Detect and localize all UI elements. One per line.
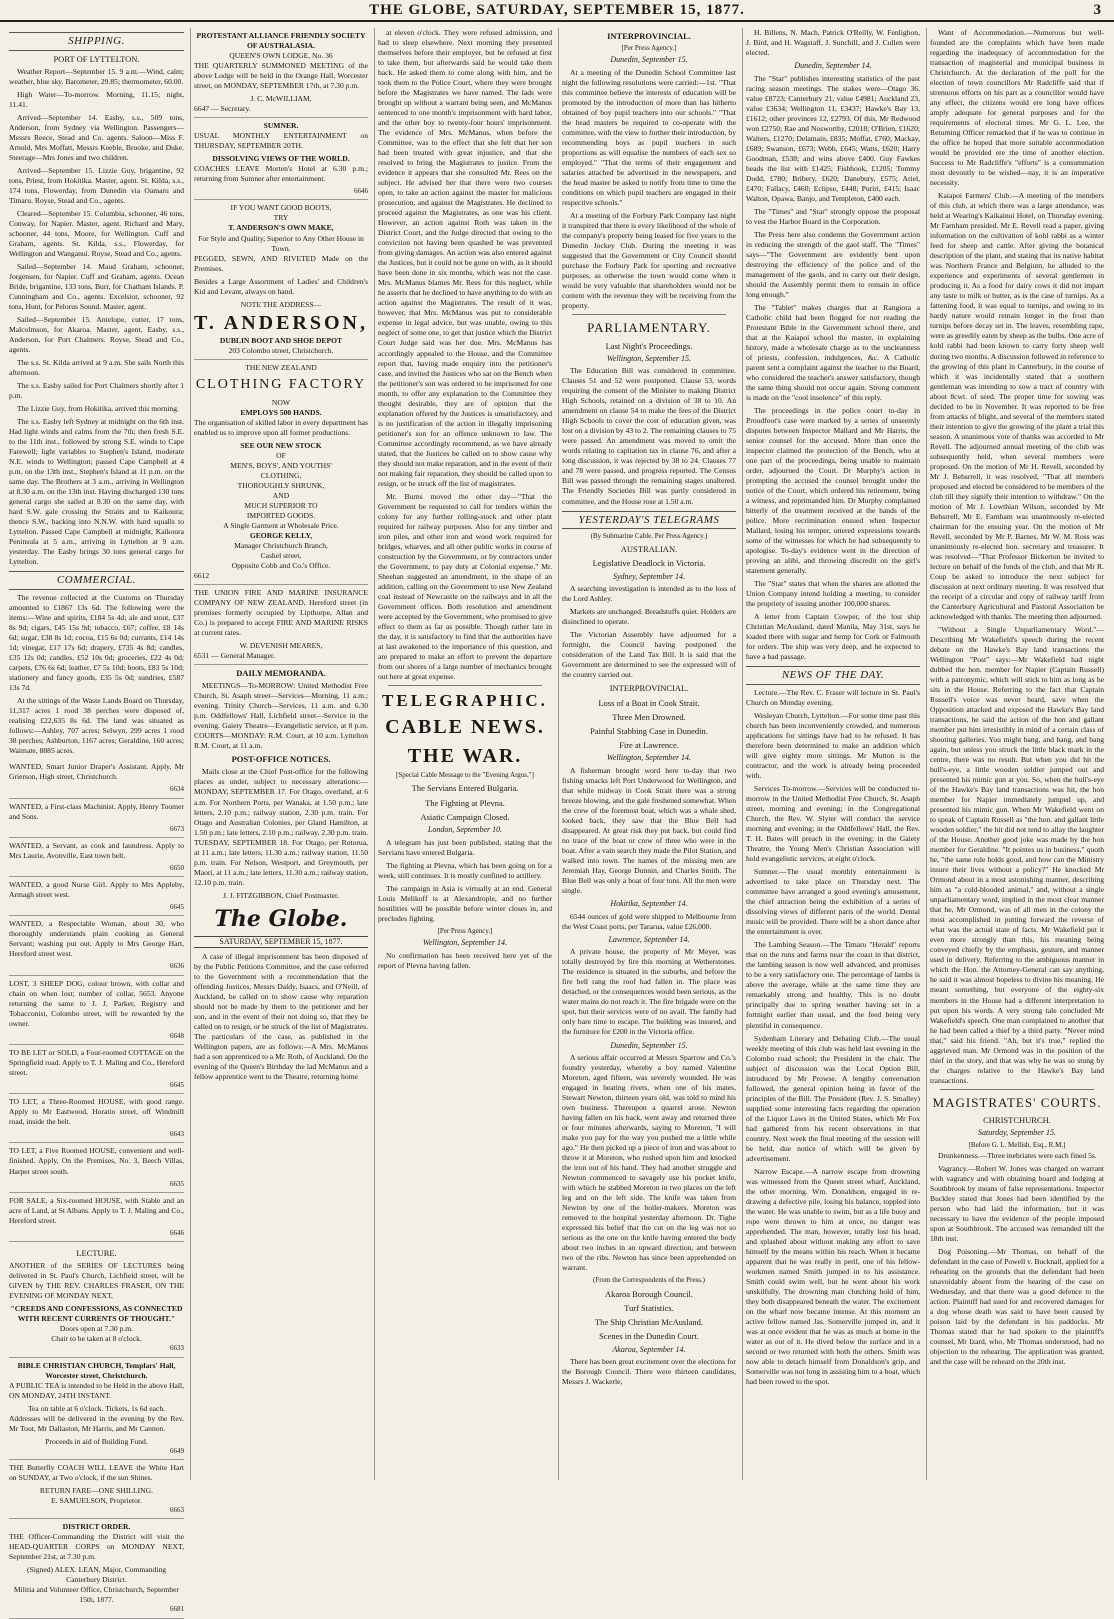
classified-ad (9, 976, 184, 1045)
bible-addresses: Addresses will be delivered in the evening by the Rev. Mr Tout, Mr Dallaston, Mr Harris, and Mr Cannon. (9, 1413, 184, 1433)
easby-report: The s.s. Easby left Sydney at midnight on the 6th inst. Had light winds and calms from the 7th; then fresh S.E. to the 11th inst., followed by strong S.E. winds to Cape Farewell; light variables to Stephen's Island, moderate N.E. winds to Wellington; passed Cape Campbell at 4 p.m. on the 13th inst., Stephen's Island at 11 p.m. on the same day. The Brothers at 3 a.m., arriving in Wellington at 8.30 a.m. on the 13th inst. Having discharged 130 tons general cargo she sailed at 8.30 on the same day, with hard S.W. gale crossing the Straits and to Kaikoura; thence S.W., backing into N.N.W. with hard squalls to Lyttelton. Passed Cape Campbell at midnight, Kaikoura Peninsula at 5 a.m., arriving in Lyttelton at 9 a.m. yesterday. The Easby brings 30 tons general cargo for Lyttelton. (9, 417, 184, 567)
clothing-employs: EMPLOYS 500 HANDS. (240, 407, 322, 417)
coach-ad (9, 1460, 184, 1519)
ad-number: 6612 (194, 570, 210, 580)
ad-number: 6648 (170, 1031, 184, 1040)
ad-text: WANTED, a First-class Machinist. Apply, Henry Toomer and Sons. (9, 801, 184, 821)
turf-heading: Turf Statistics. (624, 1302, 674, 1313)
news-sydenham: Sydenham Literary and Debating Club.—The usual weekly meeting of this club was held last evening in the Colombo road school; the President in the chair. The subject of discussion was the Local Option Bill, introduced by Mr Prowse. A lengthy conversation followed, the general opinion being in favor of the principles of the Bill. The President (Rev. J. S. Smalley) supplied some interesting facts regarding the operation of the Liquor Laws in the United States, which Mr Fox had gathered from his recent observations in that country. Next week the final meeting of the session will be held, due notice of which will be given by advertisement. (746, 1033, 920, 1163)
column-6 (926, 28, 1107, 1480)
column-3 (374, 28, 555, 1480)
clothing-manager: Manager Christchurch Branch, (234, 540, 328, 550)
lecture-title: "CREEDS AND CONFESSIONS, AS CONNECTED WITH RECENT CURRENTS OF THOUGHT." (10, 1304, 183, 1324)
accommodation-item: Want of Accommodation.—Numerous but well-founded are the complaints which have been made regarding the inadequacy of accommodation for the transaction of magisterial and municipal business in Christchurch. At the declaration of the poll for the election of town councillors Mr Radcliffe said that if strenuous efforts on his part as a councillor would have any effect, the citizens would ere long have offices amply adequate for general purposes and for the requirements of electoral times. Mr G. L. Lee, the Returning Officer remarked that if he was to continue in the office he hoped that more suitable accommodation would be provided ere the time of another election. Success to Mr Radcliffe's "efforts" is a consummation most devoutly to be wished—nay, it is an imperative necessity. (930, 28, 1104, 188)
cable-news-heading: CABLE NEWS. (385, 716, 545, 739)
lecture-chair: Chair to be taken at 8 o'clock. (51, 1334, 142, 1344)
boots-style: For Style and Quality, Superior to Any Other House in Town. (198, 233, 364, 253)
akaroa-continued: H. Billens, N. Mach, Patrick O'Reilly, W. Fenlighon, J. Bird, and H. Wagstaff, J. Sunchill, and J. Cullen were elected. (746, 28, 920, 58)
magistrates-heading: MAGISTRATES' COURTS. (932, 1094, 1102, 1110)
gaol-staff-item: The Press here also condemn the Government action in reducing the strength of the gaol staff. The "Times" says—"The Government are evidently bent upon destroying the efficiency of the police and of the management of the gaols, and to carry out their design, should the Assembly permit them to remain in office long enough." (746, 229, 920, 299)
ad-number: 6649 (170, 1446, 184, 1455)
district-body: THE Officer-Commanding the District will visit the HEAD-QUARTER CORPS on MONDAY NEXT, September 21st, at 7.30 p.m. (9, 1532, 184, 1562)
clothing-heading: THE NEW ZEALAND (245, 363, 317, 373)
boots-assortment: Besides a Large Assortment of Ladies' and Children's Kid and Levant, always on hand. (194, 276, 368, 296)
hokitika-dateline: Hokitika, September 14. (610, 899, 688, 909)
ad-number: 6650 (170, 863, 184, 872)
clothing-organisation: The organisation of skilled labor in every department has enabled us to improve upon all former productions. (194, 417, 368, 437)
columns (6, 28, 1108, 1614)
clothing-cashel: Cashel street, (260, 550, 302, 560)
ad-number: 6531 (194, 650, 210, 660)
sydney-item-2: Markets are unchanged. Breadstuffs quiet. Holders are disinclined to operate. (562, 607, 736, 627)
classified-ad (9, 838, 184, 877)
clothing-shrunk: THOROUGHLY SHRUNK, (237, 480, 325, 490)
ad-number: 6643 (170, 1130, 184, 1139)
fire-article: A private house, the property of Mr Meyer, was totally destroyed by fire this morning at Wetherstones. The residence is situated in the suburbs, and before the fire bell rang the roof had fallen in. The place was detached, or the consequences would been serious, as the water mains do not reach it. The fire brigade were on the spot, but their services were of no avail. The family had only bare time to escape. The building was insured, and the furniture for £200 in the Victoria office. (562, 947, 736, 1037)
port-heading: PORT OF LYTTELTON. (53, 53, 140, 64)
news-wesleyan: Wesleyan Church, Lyttelton.—For some time past this church has been inconveniently crowded, and numerous applications for sittings have had to be refused. It has therefore been determined to make an addition which will give eighty more sittings. Mr Mutton is the contractor, and the work is already being proceeded with. (746, 711, 920, 781)
tele-plevna-confirm: No confirmation has been received here yet of the report of Plevna having fallen. (378, 950, 552, 970)
lecture-heading: LECTURE. (76, 1248, 117, 1259)
ad-text: LOST, 3 SHEEP DOG, colour brown, with collar and chain on when lost; number of collar, 5653. Anyone returning the same to J. J. Parker, Registry and Tobacconist, Colombo street, will be rewarded by the owner. (9, 978, 184, 1028)
lecture-body: ANOTHER of the SERIES OF LECTURES being delivered in St. Paul's Church, Lichfield street, will be GIVEN by THE REV. CHARLES FRASER, ON THE EVENING OF MONDAY NEXT, (9, 1261, 184, 1301)
classified-ad (9, 916, 184, 975)
correspondents-note: (From the Correspondents of the Press.) (593, 1276, 705, 1285)
plevna-heading: The Fighting at Plevna. (425, 797, 505, 808)
dissolving-views: DISSOLVING VIEWS OF THE WORLD. (212, 154, 350, 164)
clothing-clothing: CLOTHING, (260, 470, 302, 480)
shipping-heading: SHIPPING. (9, 32, 184, 51)
boots-try: TRY (273, 213, 289, 223)
asiatic-heading: Asiatic Campaign Closed. (420, 811, 510, 822)
sydney-item-1: A searching investigation is intended as to the loss of the Lord Ashley. (562, 584, 736, 604)
bible-body: A PUBLIC TEA is intended to be Held in the above Hall, ON MONDAY, 24TH INSTANT. (9, 1380, 184, 1400)
anderson-boots-ad (194, 200, 368, 360)
protestant-heading: PROTESTANT ALLIANCE FRIENDLY SOCIETY OF AUSTRALASIA. (196, 31, 366, 51)
tablet-item: The "Tablet" makes charges that at Rangiora a Catholic child had been flogged for not reading the Protestant Bible in the Government school there, and that at the Kaiapoi school the master, in explaining history, made a wholesale charge as to the uncleanness of priests, confession, indulgences, &c. A Catholic parent sent a complaint against the teacher to the Board, who considered the teacher's answer satisfactory, though the same thing should not occur again. Strong comment is made on the "cool insolence" of this reply. (746, 302, 920, 403)
arrived-1: Arrived—September 14. Easby, s.s., 509 tons, Anderson, from Sydney via Wellington. Passengers—Messrs Reece, Stead and Co. agents. Saloon—Miss F. Arnold, Mrs Moffatt, Messrs Keeble, Brooke, and Duke. Steerage—Mrs Jones and two children. (9, 112, 184, 162)
sydney-dateline: Sydney, September 14. (613, 571, 685, 581)
akaroa-council-heading: Akaroa Borough Council. (604, 1288, 694, 1299)
ad-text: WANTED, a Respectable Woman, about 30, who thoroughly understands plain cooking as General Servant; washing put out. Apply to Mrs George Hart, Hereford street west. (9, 919, 184, 959)
sailed-2: Sailed—September 15. Antelope, cutter, 17 tons, Malcolmson, for Akaroa. Master, agent. Easby, s.s., Anderson, for Port Chalmers. Royse, Stead and Co., agents. (9, 315, 184, 355)
ad-text: TO LET, a Three-Roomed HOUSE, with good range. Apply to Mr Eastwood, Horatio street, off Windmill road, inside the belt. (9, 1097, 184, 1127)
divider (940, 1089, 1094, 1090)
christchurch-heading: CHRISTCHURCH. (983, 1114, 1051, 1125)
clothing-see: SEE OUR NEW STOCK (240, 440, 322, 450)
memoranda-body: MEETINGS—To-MORROW: United Methodist Free Church, St. Asaph street—Services—Morning, 11 a.m.; evening. Trinity Church—Services, 11 a.m. and 6.30 p.m. Oddfellows' Hall, Lichfield street—Service in the evening. Gaiety Theatre—Evangelistic service, at 8 p.m. COURTS—MONDAY: R.M. Court, at 10 a.m. Lyttelton R.M. Court, at 11 a.m. (194, 681, 368, 751)
lodge-footer: 6647 — Secretary. (194, 104, 251, 114)
mcausland-letter-item: A letter from Captain Cowper, of the lost ship Christian McAusland, dated Manila, May 31st, says he loaded there with sugar and hemp for Cork or Falmouth for orders. The ship was very deep, and he expected to have a bad passage. (746, 612, 920, 662)
school-committee-article: At a meeting of the Dunedin School Committee last night the following resolutions were carried:—1st. "That this committee believe the interests of education will be promoted by the introduction of more than has hitherto obtained of boy pupil teachers into our schools." "That the head masters be required to co-operate with the committee, with the view to further their introduction, by recommending boys as pupil teachers in such proportions as will equalise the numbers of each sex so employed." "That the terms of their engagement and salaries attached be advertised in the newspapers, and the head master be asked to notify from time to time the conditions on which pupil teachers are engaged in their respective schools." (562, 68, 736, 208)
news-lambing: The Lambing Season.—The Timaru "Herald" reports that on the runs and farms near the coast in that district, the lambing season is now well advanced, and promises to be a very satisfactory one. The percentage of lambs is above the average, while at the same time they are remarkably strong and healthy. This is no doubt principally due to spring weather having set in a fortnight earlier than usual, and the feed being very plentiful in consequence. (746, 940, 920, 1030)
boat-loss-article: A fisherman brought word here to-day that two fishing smacks left Port Underwood for Wellington, and that while midway in Cook Strait there was a strong breeze blowing, and the gale freshened somewhat. When the crew of the foremost boat, which was a whale shed, looked back, they saw that the Blue Bell had disappeared. At great risk they put back, but could find no trace of the boat or crew of three who were in the boat. After a vain search they made the Pilot Station, and walked into town. The names of the missing men are Jeremiah Hay, George Dunnin, and Charles Smith. The Blue Bell was only a boat of four tons. All the men were single. (562, 766, 736, 896)
stabbing-heading: Painful Stabbing Case in Dunedin. (590, 726, 708, 737)
parliamentary-dateline: Wellington, September 15. (606, 353, 692, 363)
lawrence-dateline: Lawrence, September 14. (608, 934, 690, 944)
clothing-much: MUCH SUPERIOR TO (244, 500, 318, 510)
lodge-signed: J. C. McWILLIAM, (250, 94, 312, 104)
yesterdays-telegrams-heading: YESTERDAY'S TELEGRAMS (562, 511, 736, 530)
union-signed: W. DEVENISH MEARES, (239, 640, 323, 650)
post-office-signed: J. J. FITZGIBBON, Chief Postmaster. (222, 890, 340, 900)
column-4 (558, 28, 739, 1480)
commercial-customs: The revenue collected at the Customs on Thursday amounted to £1867 13s 6d. The following were the items:—Wine and spirits, £184 5s 4d; ale and stout, £37 8s 9d; cigars, £45 15s 9d; tobacco, £67; coffee, £8 14s 6d; sugar, £38 8s 1d; cocoa, £15 6s 0d; currants, £14 14s 1d; vinegar, £17 17s 6d; drapery, £735 4s 8d; candles, £35 12s 0d; candles, £52 10s 0d; groceries, £22 4s 0d; carpets, £76 6s 6d; leather, £7 5s 10d; boots, £83 5s 10d; stationery and fancy goods, £35 5s 0d; sundries, £587 13s 7d. (9, 592, 184, 693)
boots-pegged: PEGGED, SEWN, AND RIVETED Made on the Premises. (194, 253, 368, 273)
boots-address: 203 Colombo street, Christchurch. (228, 346, 334, 356)
gold-shipment-article: 6544 ounces of gold were shipped to Melbourne from the West Coast ports, per Tararua, value £26,000. (562, 911, 736, 931)
press-agency-note: [Per Press Agency.] (437, 926, 493, 935)
district-order-ad (9, 1519, 184, 1618)
proudfoot-case-item: The proceedings in the police court to-day in Proudfoot's case were marked by a series of unseemly disputes between Inspector Mallard and Mr Harris, the senior counsel for the accused. More than once the inspector claimed the protection of the Bench, who at one part of the proceedings, being unable to maintain order, adjourned the Court. Dr Murphy's action in prompting the accused the counsel brought under the notice of the Court, which ordered his retirement, being a witness, and reprimanded him. Dr Murphy complained bitterly of the treatment received at the hands of the police. More recrimination ensued when Inspector Mallard, losing his temper, uttered expressions towards some of the witnesses for which he had subsequently to apologise. To-day's evidence went in the direction of proving an alibi, and throwing discredit on the girl's statement generally. (746, 406, 920, 576)
coaches-leave: COACHES LEAVE Morten's Hotel at 6.30 p.m.; returning from Sumner after entertainment. (194, 164, 368, 184)
ad-number: 6646 (170, 1228, 184, 1237)
clothing-single: A Single Garment at Wholesale Price. (223, 520, 339, 530)
district-office: Militia and Volunteer Office, Christchurch, September 15th, 1877. (13, 1585, 180, 1605)
column-2 (190, 28, 371, 1480)
clothing-opposite: Opposite Cobb and Co.'s Office. (231, 560, 331, 570)
clothing-mens: MEN'S, BOYS', AND YOUTHS' (230, 460, 332, 470)
sydney-item-3: The Victorian Assembly have adjourned for a fortnight, the Council having postponed the consideration of the Land Tax Bill. It is said that the Government are determined to see the expressed will of the country carried out. (562, 630, 736, 680)
clothing-and: AND (272, 490, 290, 500)
court-dog-poisoning: Dog Poisoning.—Mr Thomas, on behalf of the defendant in the case of Powell v. Bucknall, applied for a rehearing on the grounds that the defendant had been unavoidably absent from the hearing of the case on Wednesday, and that there was a good defence to the action. Plaintiff had sued for and recovered damages for a dog whose death was said to have been caused by poison laid by the defendant in his paddocks. Mr Thomas stated that he had spoken to the plaintiff's counsel, Mr Izard, who, Mr Thomas understood, had no objection to the rehearing. The application was granted, and the case will be reheard on the 20th inst. (930, 1246, 1104, 1367)
coach-body: THE Butterfly COACH WILL LEAVE the White Hart on SUNDAY, at Two o'clock, if the sun Shines. (9, 1462, 184, 1482)
interprovincial-heading: INTERPROVINCIAL. (607, 31, 691, 41)
ad-number: 6681 (170, 1605, 184, 1614)
union-role: General Manager. (220, 650, 275, 660)
clothing-of: OF (276, 450, 286, 460)
parliamentary-body: The Education Bill was considered in committee. Clauses 51 and 52 were postponed. Clause 53, words requiring the consent of the Minister to making District High Schools, retained on a division of 38 to 10. An amendment on clause 54 to make the fees of the District High Schools to cover the cost of education given, was lost on a division by 43 to 2. The remaining clauses to 75 were passed. An amendment was moved to omit the words relating to capitation tax in clause 76, and after a long discussion, it was rejected by 38 to 24. Clauses 77 and 78 were passed, and progress reported. The Census Bill was passed through the remaining stages unaltered. The Friendly Societies Bill was partly considered in committee, and the House rose at 1.50 a.m. (562, 366, 736, 506)
special-cable-note: [Special Cable Message to the "Evening Argus."] (396, 771, 534, 780)
leader-continued: at eleven o'clock. They were refused admission, and had to sleep elsewhere. Next morning they presented themselves before their employer, but he refused at first to take them, but afterwards said he would take them back. He asked them to come along with him, and he took them to the Police Court, where they were brought before the Magistrates we have named. The lads were brought up without a warrant being seen, and McManus sentenced to one month's imprisonment with hard labor, and the other boy to twenty-four hours' imprisonment. The evidence of Mrs. McManus, when before the Committee, was to the effect that she felt that her son had been treated with great injustice, and that she resolved to bring the Magistrates to justice. From the evidence it appears that she consulted Mr. Rees on the subject. He advised her that there were two courses open, to take an action against the master for malicious prosecution, and against the Magistrates. He declined to proceed against the Magistrates, as one was his client. However, an action against Roth was taken in the District Court, and the Judge directed that owing to the conviction not having been quashed he was prevented from giving damages. An action was also entered against the Justices, but it could not be gone on with, as it should have been done in six months, which was not the case. Mrs. McManus blames Mr. Rees for this neglect, while he asserts that he declined to have anything to do with an action against the Magistrates. The result of it was, however, that Mrs. McManus was put to considerable expense in legal advice, but was unable, owing to this neglect of some one, to get that justice which the District Court Judge said was her due. Mrs. McManus has accordingly appealed to the House, and the Committee report that, having made enquiry into the petitioner's case, and invited the Justices who sat on the Bench when the petitioner's son was ordered to be imprisoned for one month, to offer any explanation to the Committee they thought desirable, they are of opinion that the explanation offered by the Justices is unsatisfactory, and is no justification of the action in illegally imprisoning petitioner's son for an offence unknown to law. The Committee accordingly recommend, as we have already stated, that the Justices be called on to show cause why they should not make reparation, and in the event of their not making fair reparation, they should be called upon to resign, or be struck off the list of magistrates. (378, 28, 552, 488)
divider (388, 685, 542, 686)
drowned-heading: Three Men Drowned. (612, 711, 686, 722)
column-5 (742, 28, 923, 1480)
boots-heading: IF YOU WANT GOOD BOOTS, (230, 203, 332, 213)
dunedin-dateline: Dunedin, September 14. (794, 61, 872, 71)
court-drunkenness: Drunkenness.—Three inebriates were each fined 5s. (938, 1150, 1097, 1160)
coach-fare: RETURN FARE—ONE SHILLING. (39, 1486, 154, 1495)
parliamentary-heading: PARLIAMENTARY. (587, 320, 711, 336)
mcausland-heading: The Ship Christian McAusland. (594, 1317, 704, 1328)
fire-heading: Fire at Lawrence. (619, 740, 679, 751)
tele-asia: The campaign in Asia is virtually at an end. General Louis Melikoff is at Alexandrople, and no further hostilities will be possible before winter closes in, and precludes fighting. (378, 883, 552, 923)
classified-ad (9, 1045, 184, 1094)
ad-number: 6673 (170, 824, 184, 833)
tele-servians: A telegram has just been published, stating that the Servians have entered Bulgaria. (378, 837, 552, 857)
protestant-alliance-ad (194, 28, 368, 118)
press-agency-note: [Per Press Agency.] (621, 44, 677, 53)
christchurch-dateline: Saturday, September 15. (978, 1128, 1056, 1138)
masthead-title: THE GLOBE, SATURDAY, SEPTEMBER 15, 1877. (369, 2, 745, 18)
interprovincial-2-heading: INTERPROVINCIAL. (609, 683, 689, 694)
wellington-dateline: Wellington, September 14. (606, 753, 692, 763)
dunedin-dateline: Dunedin, September 15. (610, 55, 688, 65)
christchurch-before: [Before G. L. Mellish, Esq., R.M.] (968, 1140, 1066, 1149)
sumner-body: USUAL MONTHLY ENTERTAINMENT on THURSDAY, SEPTEMBER 20TH. (194, 131, 368, 151)
ad-text: TO LET, a Five Roomed HOUSE, convenient and well-finished. Apply, On the Premises, No. 3, Beech Villas, Harper street south. (9, 1146, 184, 1176)
commercial-heading: COMMERCIAL. (9, 571, 184, 590)
clothing-factory-title: CLOTHING FACTORY (195, 377, 367, 393)
ad-text: WANTED, a good Nurse Girl. Apply to Mrs Appleby, Armagh street west. (9, 880, 184, 900)
weather-report: Weather Report—September 15. 9 a.m.—Wind, calm; weather, blue sky. Barometer, 29.85; thermometer, 60.00. (9, 66, 184, 86)
clothing-kelly: GEORGE KELLY, (249, 530, 313, 540)
district-heading: DISTRICT ORDER. (62, 1522, 131, 1532)
australian-heading: AUSTRALIAN. (620, 544, 678, 555)
ad-number: 6633 (170, 1344, 184, 1353)
post-office-heading: POST-OFFICE NOTICES. (231, 754, 331, 765)
akaroa-article: There has been great excitement over the elections for the Borough Council. There were thirteen candidates, Messrs J. Wackerle, (562, 1357, 736, 1387)
ad-number: 6647 (194, 104, 210, 114)
memoranda-heading: DAILY MEMORANDA. (236, 667, 326, 678)
commercial-waste-lands: At the sittings of the Waste Lands Board on Thursday, 11,317 acres 1 rood 38 perches were disposed of, realising £22,635 8s 6d. The land was situated as follows:—Ashley, 707 acres; Selwyn, 299 acres 1 rood 38 perches; Ashburton, 1167 acres; Geraldine, 160 acres; Waimate, 8885 acres. (9, 696, 184, 756)
unparliamentary-item: "Without a Single Unparliamentary Word."—Describing Mr Wakefield's speech during the recent debate on the Hawke's Bay land transactions the Wellington "Post" says:—Mr Wakefield had night dubbed the hon. member for Napier (Captain Russell) with a patronymic, which will stick to him as long as he sits in the House. Referring to the fact that Captain Russell's voice was never heard, save when the Opposition attacked and exposed the Hawke's Bay land transactions, he said the action of the hon and gallant member put him irresistibly in mind of a certain class of shooting galleries. You might bang, and bang, and bang again, but unless you struck the little black mark in the centre, there was no result. But when you did hit the bull's-eye, a little wooden soldier jumped out and presented his mimic gun at you. So, when the bull's-eye of the Hawke's Bay land transactions was hit, the hon member for Napier immediately jumped up, and presented his mimic gun. When Mr Wakefield went on to speak of Captain Russell as "the hon. and gallant little wooden soldier," the hit did not tend to allay the laughter of the House. Another good joke was made by the hon member for Geraldine. "It pointes us in business," quoth he, "the same rule holds good, and how can the Ministry insure their lives without a policy?" He knocked Mr Ormond about in a most astonishing manner, describing him as "a cold-blooded animal," and, without a single unparliamentary word, implied in the most clear manner that he, Mr Ormond, was of all men in the colony the most accomplished in putting forward the reverse of what was the actual state of facts. Mr Wakefield put it even more strongly than this, his meaning being conveyed chiefly by the emphasis, gesture, and manner used in delivery. Referring to the ambiguous manner in which the Hon. the Attorney-General can say anything, he said it was almost hopeless to divine his meaning. He meant something, but everyone of the eighty-six members in the House had a different interpretation to put upon his words. A very strong tale concluded Mr Wakefield's speech. One man complained to another that he had been called a thief by a third party. "Never mind that," said his friend. "Ah, but it's true," replied the aggrieved man. Mr Ormond was in the position of the thief in the story, and that was why he was so stung by the charges relative to the Hawke's Bay land transactions. (930, 624, 1104, 1085)
dunedin-court-heading: Scenes in the Dunedin Court. (599, 1331, 699, 1342)
classified-ad (9, 1143, 184, 1192)
cleared: Cleared—September 15. Columbia, schooner, 46 tons, Conway, for Napier. Master, agent. Richard and Mary, schooner, 44 tons, Moore, for Wellington. Cuff and Graham, agents. St. Kilda, s.s., Flowerday, for Wellington and Wanganui. Royse, Stead and Co., agents. (9, 208, 184, 258)
post-office-body: Mails close at the Chief Post-office for the following places as under, subject to necessary alterations:—MONDAY, SEPTEMBER 17. For Otago, overland, at 6 a.m. For Northern Ports, per Wanaka, at 1.50 p.m.; late letters, 2.10 p.m.; railway station, 2.30 p.m. train. For Otago and Australian Colonies, per Gland Hamilton, at 1.50 p.m.; late letters, 2.10 p.m.; railway, 2.30 p.m. train. TUESDAY, SEPTEMBER 18. For Otago, per Rotorua, at 11 a.m.; late letters, 11.30 a.m.; railway station, 11.50 p.m. train. For Nelson, Westport, and Greymouth, per Maori, at 11 a.m.; late letters, 11.30 a.m.; railway station, 12.10 p.m. train. (194, 767, 368, 887)
lodge-body: THE QUARTERLY SUMMONED MEETING of the above Lodge will be held in the Orange Hall, Worcester street, on MONDAY, SEPTEMBER 17th, at 7.30 p.m. (194, 61, 368, 91)
ad-text: WANTED, Smart Junior Draper's Assistant. Apply, Mr Grierson, High street, Christchurch. (9, 762, 184, 782)
news-services: Services To-morrow.—Services will be conducted to-morrow in the United Methodist Free Church, St. Asaph street, morning and evening; in the Congregational Church, the Rev. W. Slyter will conduct the service morning and evening; in the Oddfellows' Hall, the Rev. T. H. Bates will preach in the evening; in the Gaiety Theatre, the Young Men's Christian Association will hold evangelistic services, at eight o'clock. (746, 784, 920, 864)
masthead (0, 0, 1114, 22)
news-lecture: Lecture.—The Rev. C. Fraser will lecture in St. Paul's Church on Monday evening. (746, 688, 920, 708)
arrived-2: Arrived—September 15. Lizzie Guy, brigantine, 92 tons, Priest, from Hokitika. Master, agent. St. Kilda, s.s., 174 tons, Flowerday, from Dunedin via Oamaru and Timaru. Royse, Stead and Co., agents. (9, 165, 184, 205)
london-dateline: London, September 10. (427, 825, 503, 835)
classified-ad (9, 759, 184, 798)
classified-ad (9, 1094, 184, 1143)
page-number: 3 (1093, 2, 1102, 18)
news-of-the-day-heading: NEWS OF THE DAY. (746, 666, 920, 685)
boots-note: NOTE THE ADDRESS— (240, 299, 322, 309)
union-body: THE UNION FIRE AND MARINE INSURANCE COMPANY OF NEW ZEALAND, Hereford street (in premises formerly occupied by Lipthorpe, Allan and Co.) is prepared to accept FIRE AND MARINE RISKS at current rates. (194, 587, 368, 637)
clothing-imported: IMPORTED GOODS. (246, 510, 316, 520)
coach-proprietor: E. SAMUELSON, Proprietor. (51, 1496, 142, 1506)
racing-statistics: The "Star" publishes interesting statistics of the past racing season meetings. The stakes were—Otago 36, value £8723; Canterbury 21, value £4981; Auckland 23, value £3634; Wellington 11, £3437; Hawke's Bay 13, £1612; other provinces 12, £2793. Of this, Mr Redwood won £2750; Rae and Nosworthy, £2018; O'Brien, £1620; Walters, £1270; Delamain, £835; Moffat, £760; Mackay, £689; Swanson, £673; Webb, £645; Watts, £620; Harry Goodman, £538; and wins above £400. Guy Fawkes heads the list with £1425; Fishhook, £1205; Tommy Dodd, £780; Bribery, £620; Danebury, £575; Ariel, £470; Fallacy, £460; Eclipse, £448; Puriri, £415; Isaac Walton, Opawa, Banjo, and Templeton, £400 each. (746, 73, 920, 203)
sumner-ad (194, 118, 368, 200)
easby-sails-note: The s.s. Easby sailed for Port Chalmers shortly after 1 p.m. (9, 381, 184, 401)
parliamentary-subheading: Last Night's Proceedings. (605, 340, 693, 351)
bible-church-ad (9, 1358, 184, 1460)
kaiapoi-club-item: Kaiapoi Farmers' Club.—A meeting of the members of this club, at which there was a large attendance, was held at Wearing's Kaikainui Hotel, on Thursday evening. Mr Farnham presided. Mr E. Revell read a paper, giving information on the cultivation of kohl rabbi as a winter feed for sheep and cattle. After giving the botanical description of the plant, and stating that its native habitat was Northern France and Belgium, he alluded to the experience and experiments of several gentlemen in producing it. As a food for dairy cows it did not impart any taste to milk or butter, as is the case of turnips. As a fattening food, it was equal to turnips, and owing to its hardy nature would remain longer in the frost than turnips before decay set in. The leaves, resembling rape, were as greedily eaten by sheep as the bulbs. One acre of kohl rabbi had been known to carry forty sheep well during two months. A discussion followed in reference to the growing of this plant in Canterbury, in the course of which it was incidentally stated that a southern gentleman was intending to sow a tract of country with about 8cwt. of seed. The proper time for sowing was decided to be in November. It was reported to be free from attacks of blight, and several of the members stated their intention to give the growing of the plant a trial this season. A unanimous vote of thanks was accorded to Mr Revell. The adjourned annual meeting of the club was subsequently held, when several members were proposed. On the motion of Mr H. Revell, seconded by Mr J. Behsrrell, it was resolved, "That all members proposed and elected be considered to be members of the club till they signify their intention to withdraw." On the motion of Mr J. Lowthian Wilson, seconded by Mr Behsrrell, Mr E. Farnham was unanimously re-elected chairman for the ensuing year. On the motion of Mr Revell, seconded by Mr P. Barnes, Mr W. M. Ross was unanimously re-elected hon. secretary and treasurer. It was resolved—"That Professor Bickerton be invited to lecture on behalf of the funds of the club, and that Mr R. Coup be asked to introduce the next subject for discussion at next ordinary meeting. It was resolved that the receipt of a circular and copy of railway tariff from the Canterbury Agricultural and Pastoral Association be acknowledged with thanks. The meeting then adjourned. (930, 191, 1104, 621)
ad-text: WANTED, a Servant, as cook and laundress. Apply to Mrs Laurie, Avonville, East town belt. (9, 840, 184, 860)
ad-number: 6663 (170, 1506, 184, 1515)
lodge-role: Secretary. (220, 104, 251, 114)
victoria-heading: Legislative Deadlock in Victoria. (592, 558, 706, 569)
anderson-name: T. ANDERSON, (194, 311, 368, 334)
ad-number: 6645 (170, 1080, 184, 1089)
bible-heading: BIBLE CHRISTIAN CHURCH, Templars' Hall, Worcester street, Christchurch. (17, 1360, 176, 1380)
lodge-name: QUEEN'S OWN LODGE, No. 36 (229, 51, 333, 61)
ad-text: TO BE LET or SOLD, a Four-roomed COTTAGE on the Springfield road. Apply to T. J. Maling and Co., Hereford street. (9, 1047, 184, 1077)
rolling-stock-article: Mr. Burns moved the other day—"That the Government be requested to call for tenders within the colony for any further rolling-stock and other plant required for railway purposes. Also for any timber and iron piles, and other iron and wood work required for bridges, wharves, and all other public works in course of construction by the Government, or by contractors under the Government, to pay duty at Colonial expense." Mr. Sheehan suggested an amendment, in the shape of an addition, calling on the Government to use New Zealand coal instead of Newcastle on the railways and in all the Government offices. Both resolution and amendment were accepted by the Government, who promised to give effect to them as far as possible. Though rather late in the day, it is satisfactory to find that the authorities have at last awakened to the importance of this question, and are prepared to make an effort to prevent the departure from our shores of a large number of mechanics brought out here at great expense. (378, 491, 552, 681)
union-footer: 6531 — General Manager. (194, 650, 275, 660)
sailed-1: Sailed—September 14. Maud Graham, schooner, Jorgensen, for Napier. Cuff and Graham, agents. Ocean Bride, brigantine, 133 tons, Burr, for Chatham Islands. P. Cunningham and Co., agents. Excelsior, schooner, 92 tons, Hunt, for Pelorus Sound. Master, agent. (9, 262, 184, 312)
bible-tea: Tea on table at 6 o'clock. Tickets, 1s 6d each. (27, 1403, 166, 1413)
ad-number: 6645 (170, 903, 184, 912)
tele-plevna: The fighting at Plevna, which has been going on for a week, still continues. It is mostly confined to artillery. (378, 860, 552, 880)
classified-ad (9, 1193, 184, 1242)
harbor-board-item: The "Times" and "Star" strongly oppose the proposal to vest the Harbor Board in the Corporation. (746, 206, 920, 226)
servians-heading: The Servians Entered Bulgaria. (411, 783, 519, 794)
globe-title: The Globe. (214, 905, 348, 932)
divider (572, 314, 726, 315)
union-shares-item: The "Star" states that when the shares are allotted the Union Company intend holding a meeting, to consider the propriety of issuing another 100,000 shares. (746, 579, 920, 609)
forbury-park-article: At a meeting of the Forbury Park Company last night it transpired that there is every likelihood of the whole of the company's property being leased for five years to the Dunedin Jockey Club. During the meeting it was suggested that the Government or City Council should purchase the Forbury Park for sporting and recreative purposes, as otherwise the town would come when it would be very valuable that shareholders would not be content with the revenue they will be receiving from the property. (562, 211, 736, 311)
district-signed: (Signed) ALEX. LEAN, Major, Commanding Canterbury District. (26, 1565, 167, 1585)
leader-article: A case of illegal imprisonment has been disposed of by the Public Petitions Committee, and the case referred to the Government with a recommendation that the offending Justices, Messrs Daldy, Isaacs, and O'Neill, of Auckland, be called on to show cause why reparation should not be made by them to the petitioner and her son, and in the event of their not doing so, that they be called on to resign, or be struck of the list of Magistrates. The particulars of the case, as published in the Wellington papers, are as follows:—A Mrs. McManus had a son apprenticed to a Mr. Roth, of Auckland. On the evening of the Queen's Birthday the lad McManus and a fellow apprentice went to the Theatre, returning home (194, 952, 368, 1082)
high-water: High Water—To-morrow. Morning, 11.15; night, 11.41. (9, 89, 184, 109)
st-kilda-note: The s.s. St. Kilda arrived at 9 a.m. She sails North this afternoon. (9, 358, 184, 378)
clothing-factory-ad (194, 360, 368, 585)
sumner-heading: SUMNER. (263, 121, 299, 131)
lecture-doors: Doors open at 7.30 p.m. (59, 1324, 134, 1334)
court-vagrancy: Vagrancy.—Robert W. Jones was charged on warrant with vagrancy and with obtaining board and lodging at Southbrook by means of false representations. Inspector Buckley stated that Jones had been identified by the person who had laid the information, but it was necessary to have the evidence of the people imposed upon at Southbrook. The accused was remanded till the 18th inst. (930, 1163, 1104, 1243)
ad-number: 6634 (170, 785, 184, 794)
telegraphic-heading: TELEGRAPHIC. (382, 691, 548, 711)
ad-number: 6646 (354, 187, 368, 196)
boots-name: T. ANDERSON'S OWN MAKE, (228, 223, 334, 233)
akaroa-dateline: Akaroa, September 14. (612, 1344, 686, 1354)
column-1 (6, 28, 187, 1614)
bible-proceeds: Proceeds in aid of Building Fund. (45, 1436, 148, 1446)
boots-depot: DUBLIN BOOT AND SHOE DEPOT (219, 336, 343, 345)
globe-date: SATURDAY, SEPTEMBER 15, 1877. (194, 936, 368, 949)
news-narrow-escape: Narrow Escape.—A narrow escape from drowning was witnessed from the Queen street wharf, Auckland, the other morning. Wm. Donaldson, engaged in re-drawing a defective pile, losing his balance, toppled into the water. He was unable to swim, but as a life buoy and rope were thrown to him at once, no danger was apprehended. The man, however, totally lost his head, and splashed about without making any effort to save himself by the means within his reach. When it became apparent that he was really in peril, one of his fellow-workmen named Smith jumped in to his assistance. Smith could swim well, but he went about his work unskilfully. The drowning man clutching hold of him, they both disappeared beneath the water. The excitement on the wharf now became intense. At this moment an active fellow named Jas. Somerville jumped in, and it was at once evident that he was as much at home in the water as out of it. He dived below the surface and in a second or two returned with both the others. Smith was now able to detach himself from Donaldson's grip, and Somerville was not long in assisting him to a boat, which had been rowed to the spot. (746, 1166, 921, 1387)
lecture-ad (9, 1242, 184, 1358)
clothing-now: NOW (271, 397, 291, 407)
stabbing-article: A serious affair occurred at Messrs Sparrow and Co.'s foundry yesterday, whereby a boy named Valentine Moreton, aged fifteen, was severely wounded. He was engaged in heating rivets, when one of his mates, Stewart Newton, thirteen years old, was told to mind his own business. Thereupon a quarrel arose. Newton having fallen on his back, went away and returned three or four minutes afterwards, saying to Moreton, "I will make you pay for the way you pushed me a little while ago." He then picked up a piece of iron and was about to throw it at Moreton, who rushed upon him and knocked the iron out of his hand. They had another struggle and Newton commenced to savagely use his pocket knife, with which he stabbed Moreton in two places on the left leg and on the left side. The knife was taken from Newton by one of the boiler-makers. Moreton was removed to the hospital yesterday afternoon. Dr. Tighe expressed his belief that the cut on the leg was not so serious as the one on the knife having entered the body about two inches in an upward direction, and between two of the ribs. Newton has since been apprehended on warrant. (562, 1053, 736, 1273)
ad-text: FOR SALE, a Six-roomed HOUSE, with Stable and an acre of Land, at St Albans. Apply to T. J. Maling and Co., Hereford street. (9, 1195, 184, 1225)
classified-ad (9, 799, 184, 838)
ad-number: 6636 (170, 962, 184, 971)
boat-loss-heading: Loss of a Boat in Cook Strait. (598, 697, 700, 708)
news-sumner: Sumner.—The usual monthly entertainment is advertised to take place on Thursday next. The committee have arranged a good evening's amusement, the chief attraction being the exhibition of a series of dissolving views of different parts of the world. Dental music will be provided. There will be a short dance after the entertainment is over. (746, 867, 920, 937)
dunedin-dateline-2: Dunedin, September 15. (610, 1040, 688, 1050)
union-insurance-ad (194, 585, 368, 665)
submarine-cable-note: (By Submarine Cable. Per Press Agency.) (590, 532, 708, 541)
ad-number: 6635 (170, 1179, 184, 1188)
classified-ad (9, 877, 184, 916)
wellington-dateline: Wellington, September 14. (422, 938, 508, 948)
the-war-heading: THE WAR. (407, 744, 523, 767)
lizzie-note: The Lizzie Guy, from Hokitika, arrived this morning. (17, 404, 179, 414)
